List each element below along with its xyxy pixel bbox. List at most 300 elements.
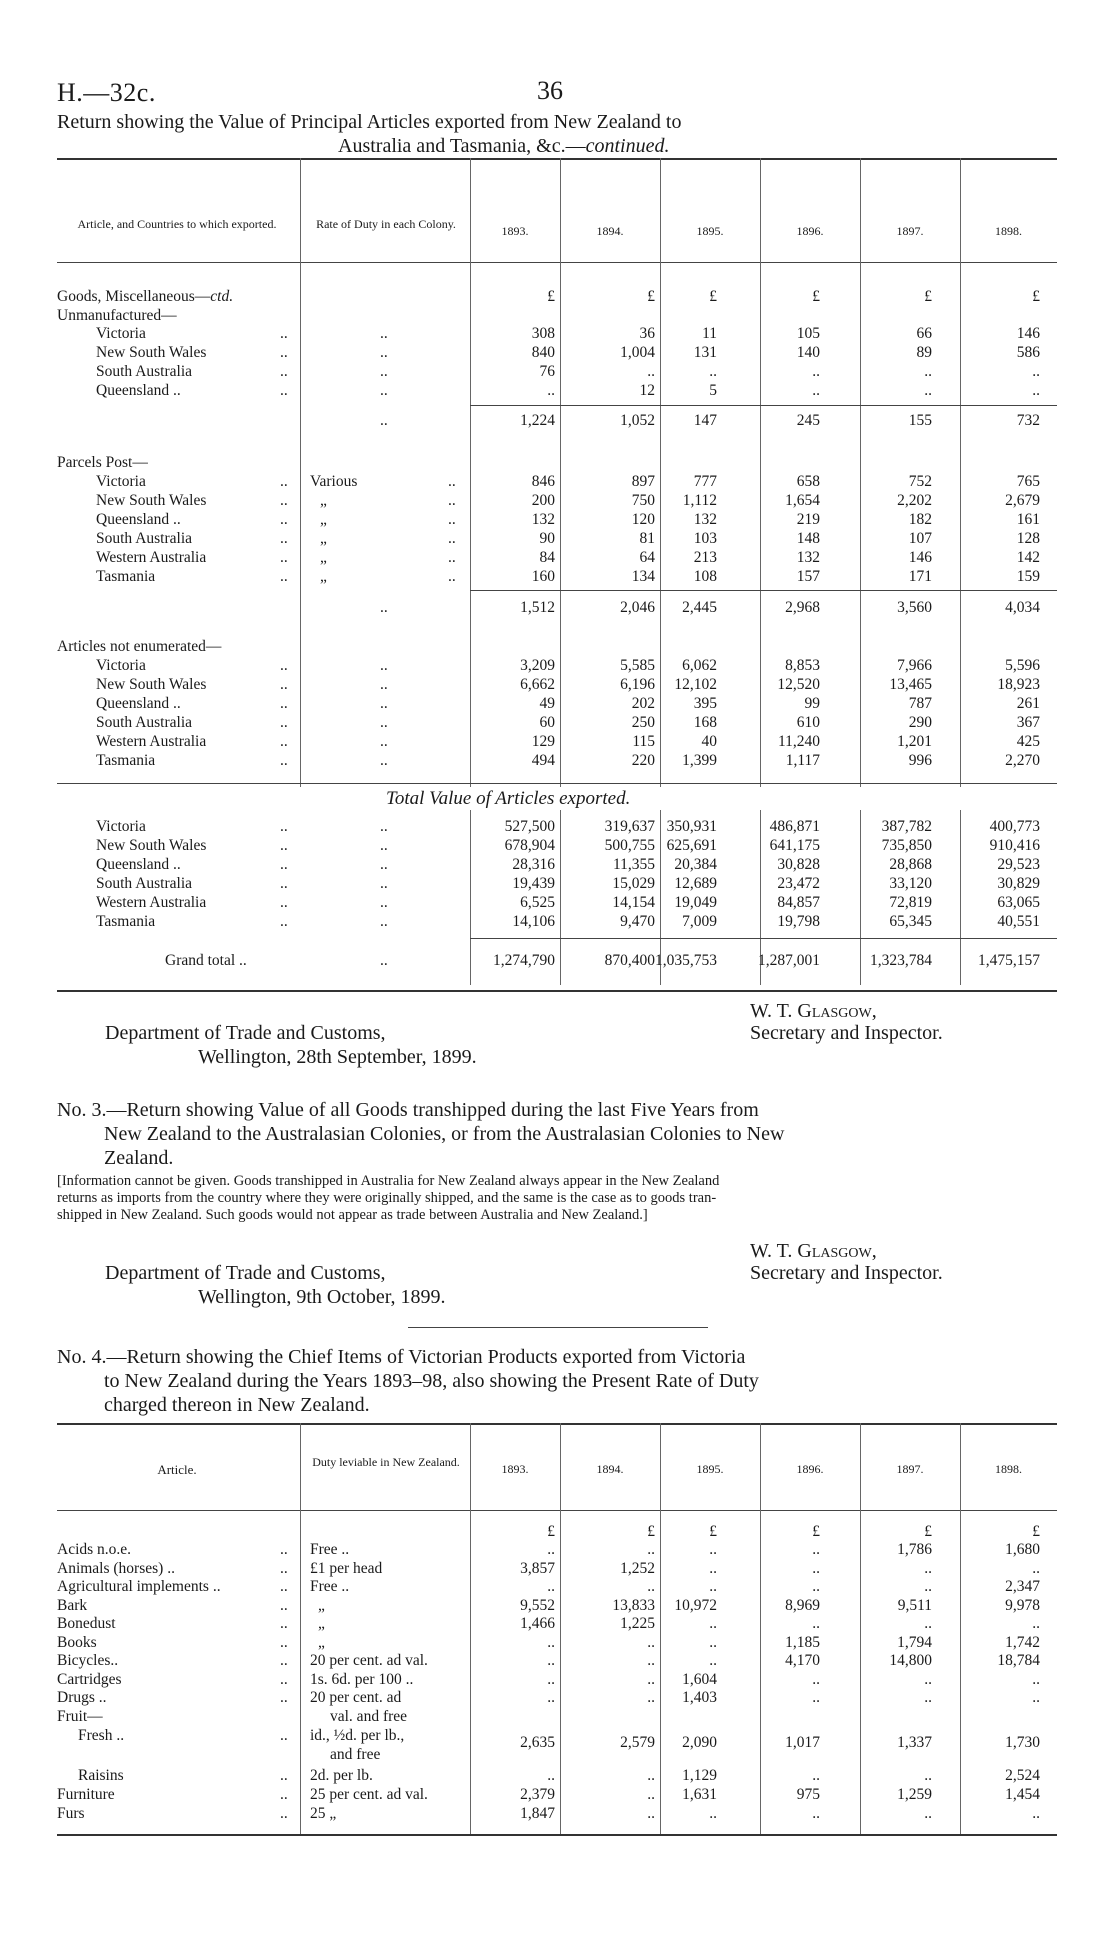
currency-symbol: £ bbox=[647, 1523, 655, 1540]
row-leader-dots: .. bbox=[448, 530, 456, 547]
table-cell-value: .. bbox=[647, 1541, 655, 1558]
table-cell-value: 8,969 bbox=[785, 1596, 820, 1614]
row-label: Bicycles.. bbox=[57, 1652, 119, 1669]
table-cell-value: 2,524 bbox=[1005, 1767, 1040, 1784]
row-leader-dots: .. bbox=[280, 530, 288, 547]
table-cell-value: 13,465 bbox=[889, 676, 932, 693]
table-cell-value: 1,454 bbox=[1005, 1786, 1040, 1803]
row-label: Books bbox=[57, 1633, 97, 1651]
row-label: South Australia bbox=[96, 363, 193, 380]
row-rate: .. bbox=[380, 657, 388, 674]
currency-symbol: £ bbox=[709, 288, 717, 305]
table-cell-value: 3,209 bbox=[520, 657, 555, 674]
table-cell-value: 5,585 bbox=[620, 657, 655, 674]
table-cell-value: 625,691 bbox=[666, 837, 717, 854]
subtotal-value: 155 bbox=[908, 412, 932, 429]
table-cell-value: .. bbox=[812, 1615, 820, 1632]
row-label: Agricultural implements .. bbox=[57, 1578, 221, 1595]
table-cell-value: 425 bbox=[1016, 733, 1040, 750]
table-cell-value: 30,828 bbox=[777, 856, 820, 873]
table4-col-header-year: 1895. bbox=[696, 1462, 724, 1476]
table-cell-value: .. bbox=[709, 1805, 717, 1822]
row-label: Queensland .. bbox=[96, 695, 181, 712]
table-cell-value: 641,175 bbox=[769, 837, 820, 854]
row-label: Western Australia bbox=[96, 733, 207, 750]
table-cell-value: .. bbox=[812, 1767, 820, 1784]
column-rule bbox=[470, 158, 471, 270]
row-label: Western Australia bbox=[96, 549, 207, 566]
column-rule bbox=[860, 158, 861, 270]
row-label: Victoria bbox=[96, 657, 146, 674]
total-value-heading: Total Value of Articles exported. bbox=[386, 788, 631, 809]
table-cell-value: 12,520 bbox=[777, 676, 820, 693]
row-rate: „ bbox=[320, 549, 327, 566]
table-cell-value: 11,355 bbox=[612, 856, 655, 873]
total-rate: .. bbox=[380, 599, 388, 616]
table2-col-header-year: 1895. bbox=[696, 224, 724, 238]
table-cell-value: 2,090 bbox=[682, 1734, 717, 1751]
row-duty: 25 „ bbox=[310, 1805, 337, 1822]
table-cell-value: 29,523 bbox=[997, 856, 1040, 873]
table4-col-header-duty: Duty leviable in New Zealand. bbox=[312, 1455, 460, 1469]
grand-total-rate: .. bbox=[380, 952, 388, 969]
table-cell-value: 28,316 bbox=[512, 856, 555, 873]
table-cell-value: .. bbox=[812, 1559, 820, 1577]
row-duty: 20 per cent. ad bbox=[310, 1689, 402, 1706]
table4-col-header-year: 1893. bbox=[501, 1462, 529, 1476]
table-cell-value: 1,185 bbox=[785, 1633, 820, 1651]
row-label: Tasmania bbox=[96, 913, 156, 930]
table-cell-value: .. bbox=[647, 1652, 655, 1669]
table-cell-value: .. bbox=[547, 1578, 555, 1595]
table-cell-value: 28,868 bbox=[889, 856, 932, 873]
table-cell-value: .. bbox=[647, 1578, 655, 1595]
table-cell-value: 1,680 bbox=[1005, 1541, 1040, 1558]
table-cell-value: 9,470 bbox=[620, 913, 655, 930]
table-cell-value: 10,972 bbox=[674, 1596, 717, 1614]
return3-caption-line3: Zealand. bbox=[104, 1147, 174, 1169]
row-leader-dots: .. bbox=[280, 714, 288, 731]
table-cell-value: 494 bbox=[531, 752, 555, 769]
grand-total-value: 1,475,157 bbox=[978, 952, 1040, 969]
table-cell-value: 2,679 bbox=[1005, 492, 1040, 509]
table-cell-value: 66 bbox=[916, 325, 932, 342]
row-leader-dots: .. bbox=[280, 1596, 288, 1614]
section-divider bbox=[408, 1327, 708, 1328]
table-cell-value: 11,240 bbox=[777, 733, 820, 750]
table-cell-value: 1,742 bbox=[1005, 1633, 1040, 1651]
row-duty: id., ½d. per lb., bbox=[310, 1727, 405, 1744]
table-cell-value: .. bbox=[647, 1786, 655, 1803]
table-cell-value: 250 bbox=[631, 714, 655, 731]
row-leader-dots: .. bbox=[448, 511, 456, 528]
table-cell-value: .. bbox=[1032, 1805, 1040, 1822]
table-cell-value: 735,850 bbox=[881, 837, 932, 854]
row-leader-dots: .. bbox=[280, 913, 288, 930]
table-cell-value: 6,196 bbox=[620, 676, 655, 693]
currency-symbol: £ bbox=[812, 288, 820, 305]
currency-symbol: £ bbox=[547, 1523, 555, 1540]
table-cell-value: 90 bbox=[539, 530, 555, 547]
table-cell-value: 99 bbox=[804, 695, 820, 712]
table4-top-rule bbox=[57, 1423, 1057, 1425]
row-leader-dots: .. bbox=[280, 568, 288, 585]
section-heading-parcels-post: Parcels Post— bbox=[57, 454, 148, 471]
grand-total-value: 870,400 bbox=[604, 952, 655, 969]
table-cell-value: .. bbox=[547, 1689, 555, 1706]
return3-note-line2: returns as imports from the country where they were originally shipped, and the same is the case as to goods tran- bbox=[57, 1190, 717, 1206]
table-cell-value: 33,120 bbox=[889, 875, 932, 892]
row-rate: .. bbox=[380, 344, 388, 361]
row-rate: .. bbox=[380, 695, 388, 712]
return2-caption-line2 bbox=[338, 134, 669, 158]
table-cell-value: 7,966 bbox=[897, 657, 932, 674]
row-rate: „ bbox=[320, 492, 327, 509]
table-cell-value: 1,730 bbox=[1005, 1734, 1040, 1751]
table-cell-value: 18,784 bbox=[997, 1652, 1040, 1669]
table-cell-value: .. bbox=[924, 1689, 932, 1706]
subtotal-value: 1,224 bbox=[520, 412, 555, 429]
row-label: Raisins bbox=[78, 1767, 124, 1784]
return4-caption-line2: to New Zealand during the Years 1893–98, also showing the Present Rate of Duty bbox=[104, 1370, 759, 1392]
table-cell-value: 387,782 bbox=[881, 818, 932, 835]
row-duty: „ bbox=[318, 1596, 325, 1614]
table-cell-value: 134 bbox=[631, 568, 655, 585]
row-leader-dots: .. bbox=[280, 818, 288, 835]
subtotal-value: 2,445 bbox=[682, 599, 717, 616]
column-rule bbox=[660, 158, 661, 270]
table-cell-value: .. bbox=[709, 363, 717, 380]
row-duty: 20 per cent. ad val. bbox=[310, 1652, 428, 1669]
row-leader-dots: .. bbox=[280, 1689, 288, 1706]
page-number: 36 bbox=[537, 76, 563, 105]
section-subheading: Unmanufactured— bbox=[57, 307, 177, 324]
return3-dept: Department of Trade and Customs, bbox=[105, 1262, 386, 1284]
grand-total-value: 1,035,753 bbox=[655, 952, 717, 969]
table4-header-rule bbox=[57, 1510, 1057, 1511]
row-duty-continued: and free bbox=[330, 1746, 381, 1763]
table-cell-value: 107 bbox=[908, 530, 932, 547]
currency-symbol: £ bbox=[1032, 1523, 1040, 1540]
row-label: Tasmania bbox=[96, 752, 156, 769]
row-rate: „ bbox=[320, 568, 327, 585]
table-cell-value: 486,871 bbox=[769, 818, 820, 835]
row-leader-dots: .. bbox=[280, 1541, 288, 1558]
row-leader-dots: .. bbox=[448, 549, 456, 566]
table2-header-rule bbox=[57, 262, 1057, 263]
grand-total-label: Grand total .. bbox=[165, 952, 247, 969]
table-cell-value: 115 bbox=[632, 733, 655, 750]
row-leader-dots: .. bbox=[280, 1786, 288, 1803]
table2-section-rule bbox=[57, 783, 1057, 784]
table-cell-value: 9,978 bbox=[1005, 1596, 1040, 1614]
table-cell-value: 750 bbox=[631, 492, 655, 509]
table-cell-value: 2,347 bbox=[1005, 1578, 1040, 1595]
return3-signature-name: W. T. Glasgow, bbox=[750, 1240, 877, 1262]
table-cell-value: 9,552 bbox=[520, 1596, 555, 1614]
currency-symbol: £ bbox=[812, 1523, 820, 1540]
grand-total-rule bbox=[470, 938, 1057, 939]
table-cell-value: 159 bbox=[1016, 568, 1040, 585]
table-cell-value: .. bbox=[647, 1670, 655, 1688]
table4-col-header-year: 1894. bbox=[596, 1462, 624, 1476]
table-cell-value: 350,931 bbox=[666, 818, 717, 835]
row-leader-dots: .. bbox=[280, 1633, 288, 1651]
table-cell-value: 787 bbox=[908, 695, 932, 712]
table-cell-value: 148 bbox=[796, 530, 820, 547]
row-leader-dots: .. bbox=[448, 473, 456, 490]
table-cell-value: .. bbox=[812, 1578, 820, 1595]
table-cell-value: 12 bbox=[639, 382, 655, 399]
table-cell-value: .. bbox=[812, 363, 820, 380]
row-label: Queensland .. bbox=[96, 511, 181, 528]
table-cell-value: .. bbox=[709, 1541, 717, 1558]
row-label: Victoria bbox=[96, 325, 146, 342]
table-cell-value: 14,106 bbox=[512, 913, 555, 930]
return2-dept: Department of Trade and Customs, bbox=[105, 1022, 386, 1044]
table-cell-value: 129 bbox=[531, 733, 555, 750]
row-leader-dots: .. bbox=[280, 695, 288, 712]
return2-caption-continued: continued. bbox=[585, 135, 670, 157]
table2-col-header-year: 1893. bbox=[501, 224, 529, 238]
table-cell-value: 30,829 bbox=[997, 875, 1040, 892]
row-label: Fresh .. bbox=[78, 1727, 125, 1744]
table-cell-value: 5,596 bbox=[1005, 657, 1040, 674]
table-cell-value: 72,819 bbox=[889, 894, 932, 911]
table-cell-value: 84,857 bbox=[777, 894, 820, 911]
table-cell-value: .. bbox=[924, 1559, 932, 1577]
row-rate: .. bbox=[380, 676, 388, 693]
row-label: Acids n.o.e. bbox=[57, 1541, 132, 1558]
table-cell-value: 9,511 bbox=[897, 1596, 932, 1614]
currency-symbol: £ bbox=[709, 1523, 717, 1540]
table-cell-value: 202 bbox=[631, 695, 655, 712]
table-cell-value: 1,259 bbox=[897, 1786, 932, 1803]
row-leader-dots: .. bbox=[280, 752, 288, 769]
table4-col-header-year: 1897. bbox=[896, 1462, 924, 1476]
row-label: South Australia bbox=[96, 714, 193, 731]
return3-note-line3: shipped in New Zealand. Such goods would not appear as trade between Australia and New Zealand.] bbox=[57, 1207, 648, 1223]
table-cell-value: .. bbox=[547, 1633, 555, 1651]
table-cell-value: 658 bbox=[796, 473, 820, 490]
table-cell-value: .. bbox=[709, 1615, 717, 1632]
table-cell-value: 400,773 bbox=[989, 818, 1040, 835]
row-duty-continued: val. and free bbox=[330, 1708, 408, 1725]
table2-col-header-rate: Rate of Duty in each Colony. bbox=[316, 217, 456, 231]
table-cell-value: 1,017 bbox=[785, 1734, 820, 1751]
table-cell-value: 65,345 bbox=[889, 913, 932, 930]
table-cell-value: 40,551 bbox=[997, 913, 1040, 930]
table-cell-value: 975 bbox=[796, 1786, 820, 1803]
row-label: New South Wales bbox=[96, 676, 207, 693]
table2-top-rule bbox=[57, 158, 1057, 160]
currency-symbol: £ bbox=[647, 288, 655, 305]
table-cell-value: 1,604 bbox=[682, 1670, 717, 1688]
total-rate: .. bbox=[380, 412, 388, 429]
row-label: Drugs .. bbox=[57, 1689, 107, 1706]
table-cell-value: 4,170 bbox=[785, 1652, 820, 1669]
table-cell-value: .. bbox=[547, 1767, 555, 1784]
subtotal-value: 2,968 bbox=[785, 599, 820, 616]
row-leader-dots: .. bbox=[280, 1652, 288, 1669]
table-cell-value: .. bbox=[1032, 1689, 1040, 1706]
table-cell-value: 19,049 bbox=[674, 894, 717, 911]
table-cell-value: .. bbox=[924, 1578, 932, 1595]
table-cell-value: 777 bbox=[693, 473, 717, 490]
return3-signature-title: Secretary and Inspector. bbox=[750, 1262, 943, 1284]
return3-caption-line2: New Zealand to the Australasian Colonies, or from the Australasian Colonies to New bbox=[104, 1123, 785, 1145]
row-label: Victoria bbox=[96, 473, 146, 490]
section-heading-goods-misc bbox=[57, 287, 233, 306]
column-rule bbox=[300, 1423, 301, 1834]
return3-place-date: Wellington, 9th October, 1899. bbox=[198, 1286, 446, 1308]
row-label: Animals (horses) .. bbox=[57, 1559, 175, 1577]
table-cell-value: 157 bbox=[796, 568, 820, 585]
table-cell-value: 14,800 bbox=[889, 1652, 932, 1669]
row-label: Queensland .. bbox=[96, 856, 181, 873]
return3-note-line1: [Information cannot be given. Goods transhipped in Australia for New Zealand always appear in the New Zealand bbox=[57, 1173, 720, 1189]
table-cell-value: 128 bbox=[1016, 530, 1040, 547]
table-cell-value: .. bbox=[924, 1670, 932, 1688]
row-duty: „ bbox=[318, 1615, 325, 1632]
table-cell-value: 840 bbox=[531, 344, 555, 361]
row-rate: .. bbox=[380, 856, 388, 873]
table-cell-value: 1,112 bbox=[682, 492, 717, 509]
row-leader-dots: .. bbox=[280, 657, 288, 674]
table-cell-value: 20,384 bbox=[674, 856, 717, 873]
table-cell-value: .. bbox=[812, 1670, 820, 1688]
table-cell-value: 13,833 bbox=[612, 1596, 655, 1614]
subtotal-value: 3,560 bbox=[897, 599, 932, 616]
currency-symbol: £ bbox=[547, 288, 555, 305]
table-cell-value: 1,337 bbox=[897, 1734, 932, 1751]
table2-col-header-year: 1894. bbox=[596, 224, 624, 238]
row-duty: „ bbox=[318, 1633, 325, 1651]
table-cell-value: 140 bbox=[796, 344, 820, 361]
table-cell-value: 2,202 bbox=[897, 492, 932, 509]
table-cell-value: .. bbox=[709, 1559, 717, 1577]
row-label: Victoria bbox=[96, 818, 146, 835]
table-cell-value: 19,439 bbox=[512, 875, 555, 892]
row-label: Furniture bbox=[57, 1786, 115, 1803]
row-duty: Free .. bbox=[310, 1541, 350, 1558]
table-cell-value: 182 bbox=[908, 511, 932, 528]
table-cell-value: 64 bbox=[639, 549, 655, 566]
row-leader-dots: .. bbox=[280, 1578, 288, 1595]
row-leader-dots: .. bbox=[280, 492, 288, 509]
table-cell-value: 89 bbox=[916, 344, 932, 361]
subtotal-value: 4,034 bbox=[1005, 599, 1040, 616]
table-cell-value: 2,379 bbox=[520, 1786, 555, 1803]
row-duty: 1s. 6d. per 100 .. bbox=[310, 1670, 414, 1688]
table-cell-value: 132 bbox=[796, 549, 820, 566]
table-cell-value: 146 bbox=[908, 549, 932, 566]
table-cell-value: 1,225 bbox=[620, 1615, 655, 1632]
table-cell-value: .. bbox=[924, 1805, 932, 1822]
section-heading-text: Goods, Miscellaneous— bbox=[57, 288, 211, 305]
table-cell-value: .. bbox=[1032, 1670, 1040, 1688]
row-rate: .. bbox=[380, 837, 388, 854]
table-cell-value: 2,635 bbox=[520, 1734, 555, 1751]
table-cell-value: .. bbox=[709, 1652, 717, 1669]
subtotal-value: 1,512 bbox=[520, 599, 555, 616]
table-cell-value: 1,466 bbox=[520, 1615, 555, 1632]
table-cell-value: 1,654 bbox=[785, 492, 820, 509]
table-cell-value: 63,065 bbox=[997, 894, 1040, 911]
row-rate: .. bbox=[380, 913, 388, 930]
subtotal-value: 147 bbox=[693, 412, 717, 429]
table-cell-value: 19,798 bbox=[777, 913, 820, 930]
return2-signature-title: Secretary and Inspector. bbox=[750, 1022, 943, 1044]
currency-symbol: £ bbox=[924, 1523, 932, 1540]
row-label: Bark bbox=[57, 1596, 88, 1614]
table-cell-value: .. bbox=[924, 1615, 932, 1632]
row-rate: .. bbox=[380, 894, 388, 911]
table-cell-value: 160 bbox=[531, 568, 555, 585]
row-leader-dots: .. bbox=[280, 1767, 288, 1784]
row-leader-dots: .. bbox=[280, 325, 288, 342]
row-leader-dots: .. bbox=[280, 1559, 288, 1577]
table-cell-value: .. bbox=[1032, 382, 1040, 399]
table-cell-value: 5 bbox=[709, 382, 717, 399]
row-leader-dots: .. bbox=[280, 344, 288, 361]
table-cell-value: 200 bbox=[531, 492, 555, 509]
row-leader-dots: .. bbox=[448, 492, 456, 509]
table-cell-value: 1,794 bbox=[897, 1633, 932, 1651]
row-leader-dots: .. bbox=[280, 511, 288, 528]
table-cell-value: .. bbox=[709, 1633, 717, 1651]
row-rate: .. bbox=[380, 714, 388, 731]
table4-col-header-article: Article. bbox=[157, 1462, 197, 1477]
table2-col-header-year: 1896. bbox=[796, 224, 824, 238]
row-leader-dots: .. bbox=[280, 733, 288, 750]
row-leader-dots: .. bbox=[280, 1805, 288, 1822]
table-cell-value: 49 bbox=[539, 695, 555, 712]
section-heading-fruit: Fruit— bbox=[57, 1708, 103, 1725]
table-cell-value: 23,472 bbox=[777, 875, 820, 892]
grand-total-value: 1,287,001 bbox=[758, 952, 820, 969]
table-cell-value: 108 bbox=[693, 568, 717, 585]
table-cell-value: .. bbox=[812, 382, 820, 399]
column-rule bbox=[560, 158, 561, 270]
row-rate: .. bbox=[380, 875, 388, 892]
table-cell-value: .. bbox=[647, 1805, 655, 1822]
row-rate: .. bbox=[380, 325, 388, 342]
subtotal-value: 245 bbox=[796, 412, 820, 429]
table-cell-value: .. bbox=[1032, 1615, 1040, 1632]
table-cell-value: 910,416 bbox=[989, 837, 1040, 854]
table-cell-value: 1,004 bbox=[620, 344, 655, 361]
table-cell-value: 120 bbox=[631, 511, 655, 528]
table-cell-value: 60 bbox=[539, 714, 555, 731]
table-cell-value: .. bbox=[647, 363, 655, 380]
table-cell-value: .. bbox=[547, 1670, 555, 1688]
currency-symbol: £ bbox=[924, 288, 932, 305]
table-cell-value: 168 bbox=[693, 714, 717, 731]
column-rule bbox=[960, 158, 961, 270]
table-cell-value: 1,786 bbox=[897, 1541, 932, 1558]
table-cell-value: 2,579 bbox=[620, 1734, 655, 1751]
table2-col-header-year: 1897. bbox=[896, 224, 924, 238]
row-rate: „ bbox=[320, 530, 327, 547]
row-rate: .. bbox=[380, 752, 388, 769]
row-label: Queensland .. bbox=[96, 382, 181, 399]
row-rate: „ bbox=[320, 511, 327, 528]
table-cell-value: 7,009 bbox=[682, 913, 717, 930]
return2-place-date: Wellington, 28th September, 1899. bbox=[198, 1046, 477, 1068]
table-cell-value: .. bbox=[1032, 363, 1040, 380]
table-cell-value: 15,029 bbox=[612, 875, 655, 892]
